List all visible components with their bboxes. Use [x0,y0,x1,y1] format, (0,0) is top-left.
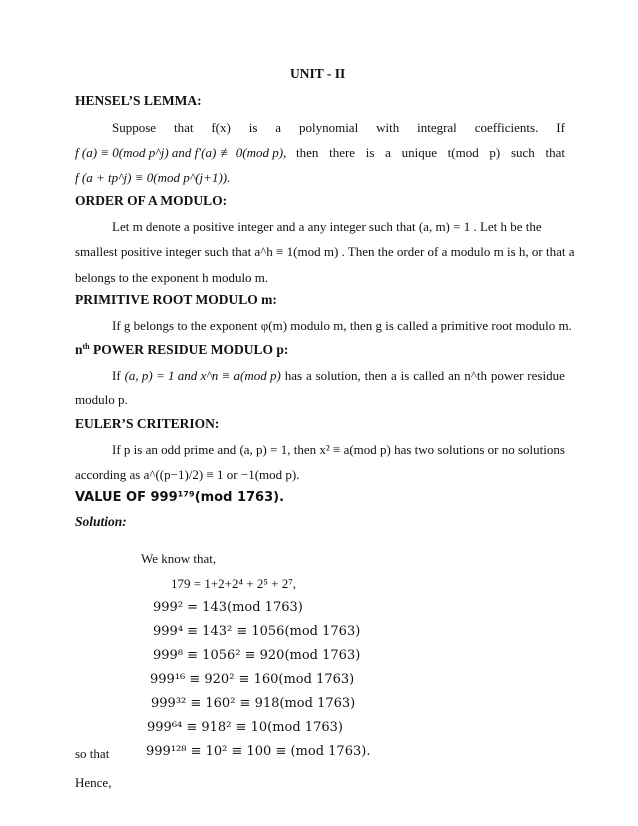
hence-label: Hence, [75,775,112,790]
hensel-heading: HENSEL’S LEMMA: [75,93,202,108]
step-999-4: 999⁴ ≡ 143² ≡ 1056(mod 1763) [153,624,361,639]
solution-label: Solution: [75,514,127,529]
step-999-64: 999⁶⁴ ≡ 918² ≡ 10(mod 1763) [147,720,343,735]
so-that-label: so that [75,746,110,761]
nth-power-line-2: modulo p. [75,392,128,407]
step-999-16: 999¹⁶ ≡ 920² ≡ 160(mod 1763) [150,672,355,687]
value-heading: VALUE OF 999¹⁷⁹(mod 1763). [75,490,285,505]
order-line-3: belongs to the exponent h modulo m. [75,270,269,285]
order-line-2: smallest positive integer such that a^h ≡ 1(mod m) . Then the order of a modulo m is h, or that a [75,244,575,259]
solution-decomposition: 179 = 1+2+2⁴ + 2⁵ + 2⁷, [171,576,297,591]
step-999-2: 999² = 143(mod 1763) [153,600,303,615]
hensel-line-2: then there is a unique t(mod p) such that [296,145,565,160]
primitive-heading: PRIMITIVE ROOT MODULO m: [75,292,277,307]
step-999-128: 999¹²⁸ ≡ 10² ≡ 100 ≡ (mod 1763). [146,744,371,759]
hensel-condition: f (a) ≡ 0(mod p^j) and f′(a) ≢ 0(mod p), [75,145,287,160]
order-heading: ORDER OF A MODULO: [75,193,228,208]
hensel-line-3: f (a + tp^j) ≡ 0(mod p^(j+1)). [75,170,231,185]
unit-title: UNIT - II [290,66,346,81]
euler-line-2: according as a^((p−1)/2) ≡ 1 or −1(mod p). [75,467,300,482]
primitive-line-1: If g belongs to the exponent φ(m) modulo m, then g is called a primitive root modulo m. [112,318,572,333]
step-999-8: 999⁸ ≡ 1056² ≡ 920(mod 1763) [153,648,361,663]
nth-power-line-1: If (a, p) = 1 and x^n ≡ a(mod p) has a solution, then a is called an n^th power residue [112,368,565,383]
order-line-1: Let m denote a positive integer and a any integer such that (a, m) = 1 . Let h be the [112,219,542,234]
step-999-32: 999³² ≡ 160² ≡ 918(mod 1763) [151,696,356,711]
hensel-line-1: Suppose that f(x) is a polynomial with integral coefficients. If [112,120,565,135]
euler-line-1: If p is an odd prime and (a, p) = 1, then x² ≡ a(mod p) has two solutions or no solutions [112,442,565,457]
euler-heading: EULER’S CRITERION: [75,416,220,431]
solution-intro: We know that, [141,551,217,566]
nth-power-heading: $n^{th}$ POWER RESIDUE MODULO p: [75,342,289,357]
